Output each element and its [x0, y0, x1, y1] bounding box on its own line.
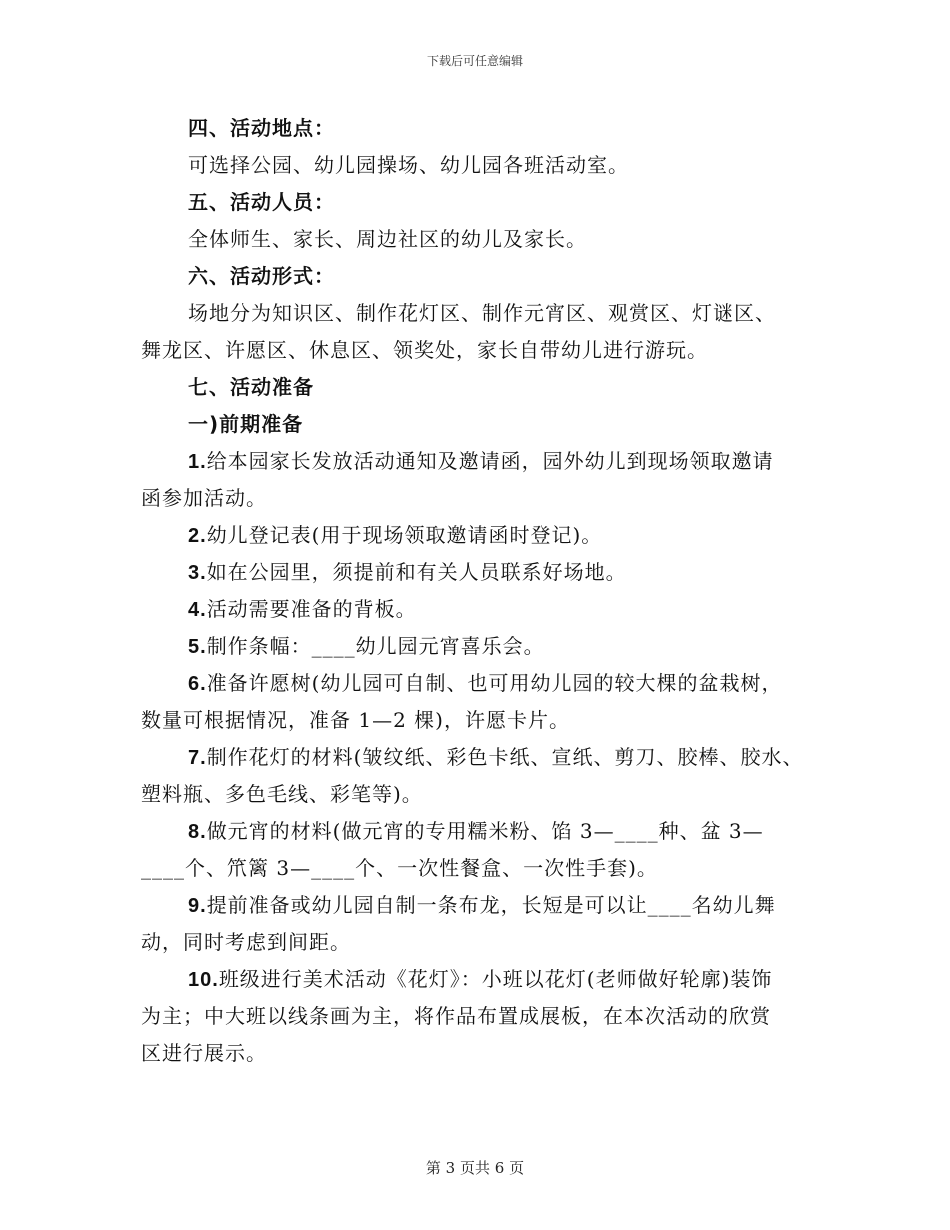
- item-text: 做元宵的材料(做元宵的专用糯米粉、馅 3—____种、盆 3—: [206, 819, 764, 843]
- list-item-7: [188, 743, 804, 772]
- list-item-9-cont: 动，同时考虑到间距。: [141, 930, 351, 954]
- item-text: 幼儿登记表(用于现场领取邀请函时登记)。: [206, 523, 603, 547]
- list-item-1-cont: 函参加活动。: [141, 486, 267, 510]
- item-number: 2.: [188, 525, 207, 547]
- list-item-10: [188, 965, 772, 994]
- heading-people: 五、活动人员：: [188, 190, 335, 214]
- people-text: 全体师生、家长、周边社区的幼儿及家长。: [188, 227, 587, 251]
- list-item-2: [188, 521, 602, 550]
- list-item-5: [188, 632, 545, 661]
- item-text: 制作条幅：____幼儿园元宵喜乐会。: [206, 634, 545, 658]
- heading-preparation: 七、活动准备: [188, 375, 314, 399]
- item-number: 10.: [188, 969, 219, 991]
- list-item-7-cont: 塑料瓶、多色毛线、彩笔等)。: [141, 782, 423, 806]
- item-text: 制作花灯的材料(皱纹纸、彩色卡纸、宣纸、剪刀、胶棒、胶水、: [206, 745, 804, 769]
- list-item-9: [188, 891, 776, 920]
- page-header: 下载后可任意编辑: [426, 54, 523, 68]
- item-text: 提前准备或幼儿园自制一条布龙，长短是可以让____名幼儿舞: [206, 893, 776, 917]
- item-number: 4.: [188, 599, 207, 621]
- item-text: 准备许愿树(幼儿园可自制、也可用幼儿园的较大棵的盆栽树，: [206, 671, 783, 695]
- form-text-line-2: 舞龙区、许愿区、休息区、领奖处，家长自带幼儿进行游玩。: [141, 338, 708, 362]
- item-number: 6.: [188, 673, 207, 695]
- item-text: 活动需要准备的背板。: [206, 597, 417, 621]
- item-number: 7.: [188, 747, 207, 769]
- location-text: 可选择公园、幼儿园操场、幼儿园各班活动室。: [188, 153, 629, 177]
- heading-location: 四、活动地点：: [188, 116, 335, 140]
- form-text-line-1: 场地分为知识区、制作花灯区、制作元宵区、观赏区、灯谜区、: [188, 301, 776, 325]
- list-item-3: [188, 558, 627, 587]
- heading-form: 六、活动形式：: [188, 264, 335, 288]
- list-item-10-cont-1: 为主；中大班以线条画为主，将作品布置成展板，在本次活动的欣赏: [141, 1004, 771, 1028]
- item-number: 3.: [188, 562, 207, 584]
- item-text: 如在公园里，须提前和有关人员联系好场地。: [206, 560, 627, 584]
- list-item-1: [188, 447, 774, 476]
- list-item-4: [188, 595, 417, 624]
- item-text: 班级进行美术活动《花灯》：小班以花灯(老师做好轮廓)装饰: [218, 967, 773, 991]
- item-number: 8.: [188, 821, 207, 843]
- item-text: 给本园家长发放活动通知及邀请函，园外幼儿到现场领取邀请: [206, 449, 774, 473]
- list-item-8: [188, 817, 764, 846]
- page-number: 第 3 页共 6 页: [425, 1159, 525, 1177]
- list-item-10-cont-2: 区进行展示。: [141, 1041, 267, 1065]
- item-number: 9.: [188, 895, 207, 917]
- list-item-6-cont: 数量可根据情况，准备 1—2 棵)，许愿卡片。: [141, 708, 570, 732]
- item-number: 1.: [188, 451, 207, 473]
- heading-pre-preparation: 一)前期准备: [188, 412, 304, 436]
- list-item-8-cont: ____个、笊篱 3—____个、一次性餐盒、一次性手套)。: [141, 856, 658, 880]
- item-number: 5.: [188, 636, 207, 658]
- list-item-6: [188, 669, 783, 698]
